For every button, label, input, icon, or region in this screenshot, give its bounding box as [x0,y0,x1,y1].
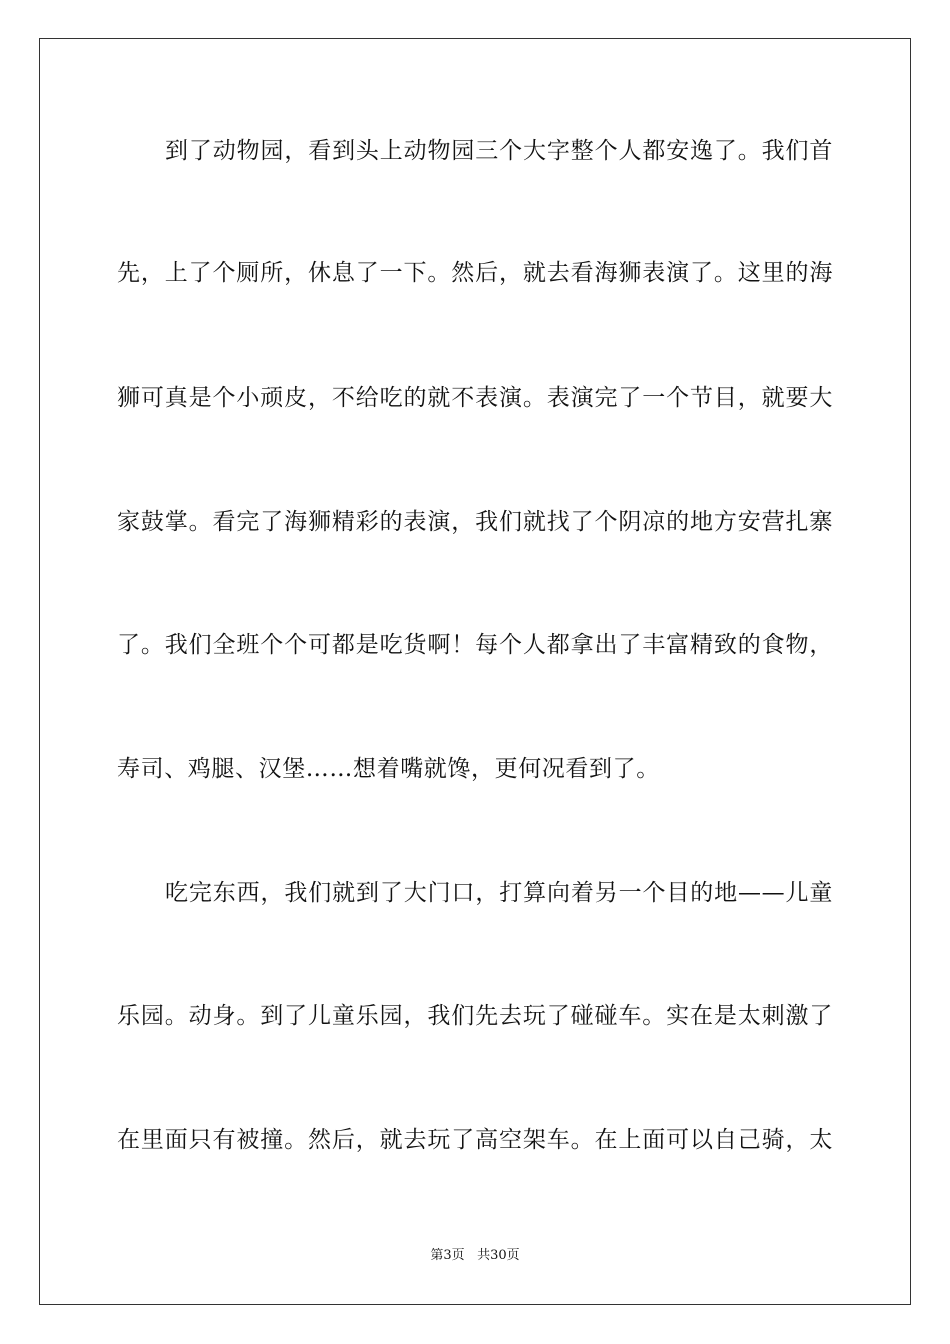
page-total: 共30页 [477,1248,520,1263]
text-line-5: 了。我们全班个个可都是吃货啊！每个人都拿出了丰富精致的食物， [117,632,833,658]
text-line-6: 寿司、鸡腿、汉堡……想着嘴就馋，更何况看到了。 [117,756,660,782]
text-line-4: 家鼓掌。看完了海狮精彩的表演，我们就找了个阴凉的地方安营扎寨 [117,509,833,535]
page-number: 第3页 [430,1248,465,1263]
text-line-9: 在里面只有被撞。然后，就去玩了高空架车。在上面可以自己骑，太 [117,1127,833,1153]
text-line-7: 吃完东西，我们就到了大门口，打算向着另一个目的地——儿童 [165,880,833,906]
text-line-8: 乐园。动身。到了儿童乐园，我们先去玩了碰碰车。实在是太刺激了 [117,1003,833,1029]
page-footer [0,1246,950,1266]
page-border [39,38,911,1305]
text-line-1: 到了动物园，看到头上动物园三个大字整个人都安逸了。我们首 [165,138,833,164]
text-line-3: 狮可真是个小顽皮，不给吃的就不表演。表演完了一个节目，就要大 [117,385,833,411]
text-line-2: 先，上了个厕所，休息了一下。然后，就去看海狮表演了。这里的海 [117,260,833,286]
